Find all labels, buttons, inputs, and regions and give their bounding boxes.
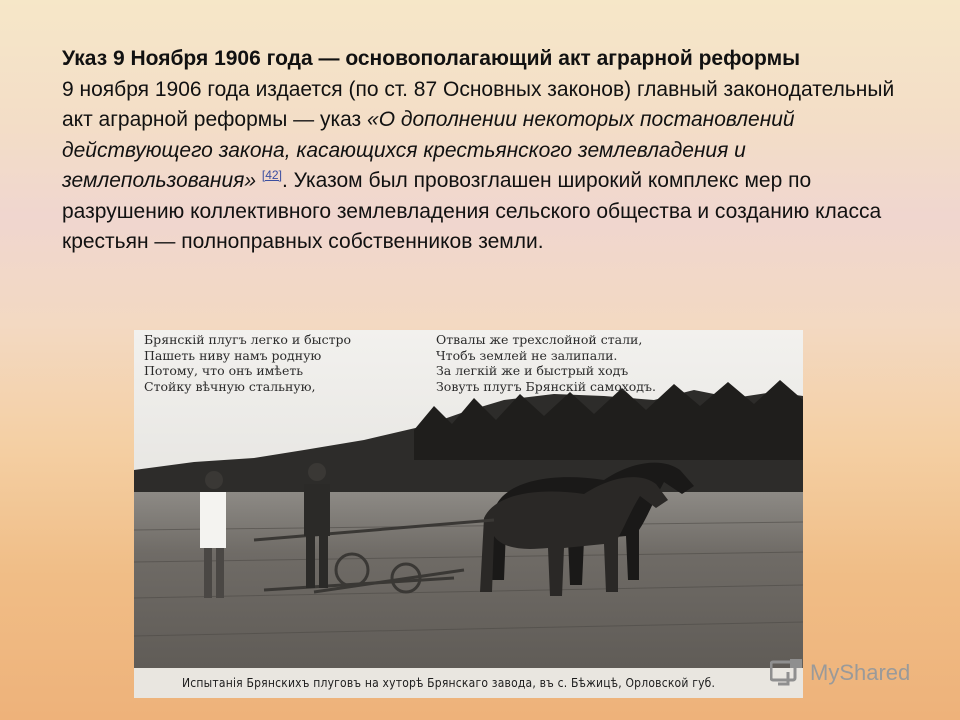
watermark-text: MyShared xyxy=(810,660,911,685)
myshared-watermark[interactable] xyxy=(770,658,910,688)
historical-photo xyxy=(134,330,803,698)
footnote-link[interactable]: [42] xyxy=(261,168,282,182)
myshared-logo-icon xyxy=(770,658,804,688)
slide-title: Указ 9 Ноября 1906 года — основополагающий акт аграрной реформы xyxy=(62,47,801,70)
slide-body xyxy=(62,75,912,258)
decree-title: «О дополнении некоторых постановлений действующего закона, касающихся крестьянского землевладения и землепользования» xyxy=(62,108,795,192)
photo-caption: Испытанія Брянскихъ плуговъ на хуторѣ Брянскаго завода, въ с. Бѣжицѣ, Орловской губ. xyxy=(182,676,716,690)
poem-right: Отвалы же трехслойной стали, Чтобъ землей не залипали. За легкій же и быстрый ходъ Зовуть плугъ Брянскій самоходъ. xyxy=(436,332,656,394)
slide-text-block xyxy=(62,44,912,258)
poem-left: Брянскій плугъ легко и быстро Пашеть ниву намъ родную Потому, что онъ имѣеть Стойку вѣчную стальную, xyxy=(144,332,352,394)
body-tail: . Указом был провозглашен широкий комплекс мер по разрушению коллективного землевладения сельского общества и созданию класса крестьян — полноправных собственников земли. xyxy=(62,169,882,253)
body-lead: 9 ноября 1906 года издается (по ст. 87 Основных законов) главный законодательный акт аграрной реформы — указ xyxy=(62,77,895,131)
